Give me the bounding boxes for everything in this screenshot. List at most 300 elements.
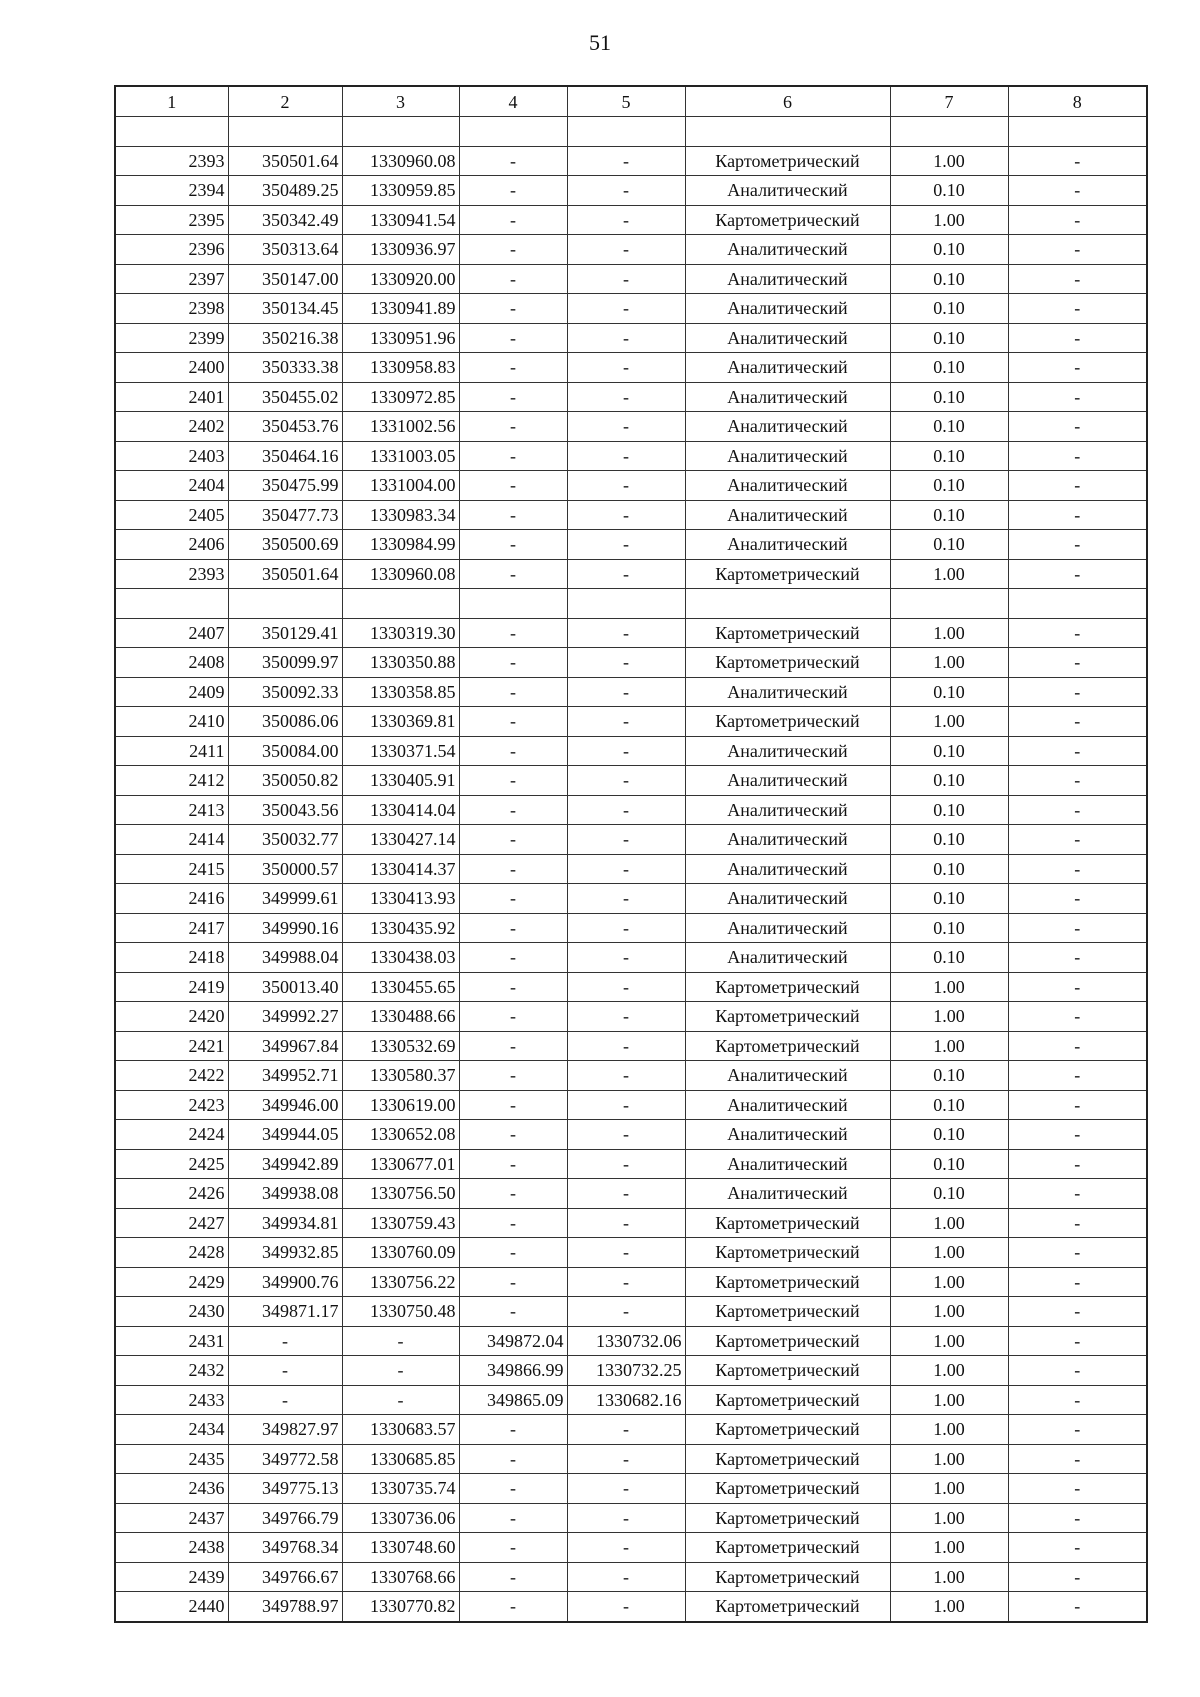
table-cell: Аналитический — [685, 294, 890, 324]
table-cell: Аналитический — [685, 353, 890, 383]
table-cell: 349900.76 — [228, 1267, 342, 1297]
table-row — [115, 264, 1147, 294]
table-cell: 1330951.96 — [342, 323, 459, 353]
table-cell: - — [1008, 146, 1147, 176]
table-cell — [567, 589, 685, 619]
table-cell: 0.10 — [890, 500, 1008, 530]
table-cell: - — [1008, 618, 1147, 648]
table-cell: Картометрический — [685, 707, 890, 737]
table-row — [115, 1326, 1147, 1356]
table-cell: - — [459, 294, 567, 324]
table-cell: 350501.64 — [228, 146, 342, 176]
table-cell: 2428 — [115, 1238, 228, 1268]
table-cell: 350032.77 — [228, 825, 342, 855]
table-cell: - — [459, 648, 567, 678]
header-cell: 4 — [459, 86, 567, 117]
table-cell: - — [459, 1120, 567, 1150]
table-cell: Картометрический — [685, 1562, 890, 1592]
table-cell: 349766.67 — [228, 1562, 342, 1592]
table-row — [115, 205, 1147, 235]
table-cell: 1330750.48 — [342, 1297, 459, 1327]
table-cell — [342, 117, 459, 147]
table-cell: 1330532.69 — [342, 1031, 459, 1061]
table-cell: Картометрический — [685, 1326, 890, 1356]
header-cell: 6 — [685, 86, 890, 117]
header-cell: 3 — [342, 86, 459, 117]
table-cell — [1008, 589, 1147, 619]
table-cell: - — [567, 264, 685, 294]
table-cell: 1330960.08 — [342, 559, 459, 589]
table-cell: Аналитический — [685, 264, 890, 294]
table-cell: - — [1008, 1356, 1147, 1386]
table-cell: - — [1008, 205, 1147, 235]
table-cell: 349946.00 — [228, 1090, 342, 1120]
table-cell: 2425 — [115, 1149, 228, 1179]
table-cell: - — [459, 235, 567, 265]
table-cell — [567, 117, 685, 147]
table-cell: Картометрический — [685, 1031, 890, 1061]
table-cell: - — [1008, 1267, 1147, 1297]
table-cell: 1.00 — [890, 1031, 1008, 1061]
table-cell: 2413 — [115, 795, 228, 825]
table-cell: 2395 — [115, 205, 228, 235]
table-cell: 350129.41 — [228, 618, 342, 648]
table-cell: 349766.79 — [228, 1503, 342, 1533]
table-cell: - — [567, 1031, 685, 1061]
table-cell: - — [567, 1503, 685, 1533]
table-row — [115, 707, 1147, 737]
table-cell: - — [567, 294, 685, 324]
table-cell: - — [1008, 1002, 1147, 1032]
table-cell: 1330960.08 — [342, 146, 459, 176]
table-cell: - — [1008, 530, 1147, 560]
table-cell: 2420 — [115, 1002, 228, 1032]
table-cell: Картометрический — [685, 1533, 890, 1563]
table-row — [115, 1533, 1147, 1563]
table-cell: 0.10 — [890, 795, 1008, 825]
table-cell: Картометрический — [685, 1385, 890, 1415]
table-cell: 2427 — [115, 1208, 228, 1238]
table-cell: - — [567, 618, 685, 648]
table-cell: 349871.17 — [228, 1297, 342, 1327]
table-cell: 1330756.22 — [342, 1267, 459, 1297]
table-row — [115, 943, 1147, 973]
table-cell: - — [567, 913, 685, 943]
table-cell: - — [1008, 294, 1147, 324]
table-cell: Аналитический — [685, 235, 890, 265]
table-cell: Аналитический — [685, 412, 890, 442]
table-cell: 1.00 — [890, 1326, 1008, 1356]
table-row — [115, 1444, 1147, 1474]
table-cell: Картометрический — [685, 559, 890, 589]
table-cell: 1330984.99 — [342, 530, 459, 560]
table-cell: - — [567, 1002, 685, 1032]
table-cell: - — [1008, 412, 1147, 442]
table-cell: 1330936.97 — [342, 235, 459, 265]
table-cell: 1330438.03 — [342, 943, 459, 973]
table-cell: Аналитический — [685, 1061, 890, 1091]
table-cell: 2429 — [115, 1267, 228, 1297]
table-row — [115, 1474, 1147, 1504]
table-cell: 1330358.85 — [342, 677, 459, 707]
table-cell: - — [459, 707, 567, 737]
header-cell: 2 — [228, 86, 342, 117]
table-cell: 2407 — [115, 618, 228, 648]
table-cell: 1330735.74 — [342, 1474, 459, 1504]
table-cell: 1.00 — [890, 1002, 1008, 1032]
table-cell: - — [459, 412, 567, 442]
table-cell: 350477.73 — [228, 500, 342, 530]
table-cell: - — [1008, 1120, 1147, 1150]
table-cell: - — [1008, 1533, 1147, 1563]
table-cell: 350092.33 — [228, 677, 342, 707]
table-cell: 1330685.85 — [342, 1444, 459, 1474]
table-cell: 2414 — [115, 825, 228, 855]
table-cell: - — [567, 1179, 685, 1209]
table-row — [115, 1592, 1147, 1622]
table-cell: Картометрический — [685, 972, 890, 1002]
table-cell: Аналитический — [685, 500, 890, 530]
table-cell: - — [459, 559, 567, 589]
table-cell: 2393 — [115, 146, 228, 176]
table-cell: - — [567, 795, 685, 825]
table-cell: 0.10 — [890, 1061, 1008, 1091]
table-cell: Аналитический — [685, 1090, 890, 1120]
table-cell: 0.10 — [890, 353, 1008, 383]
table-cell: 1330427.14 — [342, 825, 459, 855]
table-cell: 349775.13 — [228, 1474, 342, 1504]
table-cell: 349944.05 — [228, 1120, 342, 1150]
table-cell: 1330920.00 — [342, 264, 459, 294]
page-number: 51 — [589, 30, 611, 55]
table-cell: 2398 — [115, 294, 228, 324]
table-row — [115, 1297, 1147, 1327]
table-cell: 350313.64 — [228, 235, 342, 265]
table-cell: - — [459, 618, 567, 648]
table-cell: - — [1008, 1562, 1147, 1592]
table-cell: 0.10 — [890, 294, 1008, 324]
table-cell: 1330759.43 — [342, 1208, 459, 1238]
table-cell: - — [459, 1090, 567, 1120]
table-cell: 349990.16 — [228, 913, 342, 943]
table-cell — [115, 589, 228, 619]
table-cell: 349768.34 — [228, 1533, 342, 1563]
table-cell: Картометрический — [685, 1238, 890, 1268]
table-cell: Картометрический — [685, 1592, 890, 1622]
table-row — [115, 412, 1147, 442]
table-cell: Картометрический — [685, 146, 890, 176]
table-cell: 1330959.85 — [342, 176, 459, 206]
table-cell: 349865.09 — [459, 1385, 567, 1415]
table-cell: 2417 — [115, 913, 228, 943]
table-cell — [890, 117, 1008, 147]
table-cell: 350099.97 — [228, 648, 342, 678]
table-cell: 2399 — [115, 323, 228, 353]
table-cell: 1330652.08 — [342, 1120, 459, 1150]
table-cell: - — [1008, 1326, 1147, 1356]
table-cell: - — [1008, 766, 1147, 796]
table-cell: 1330770.82 — [342, 1592, 459, 1622]
table-cell: Аналитический — [685, 943, 890, 973]
table-cell: 350147.00 — [228, 264, 342, 294]
table-row — [115, 1385, 1147, 1415]
table-cell: 349988.04 — [228, 943, 342, 973]
table-cell: - — [567, 146, 685, 176]
table-cell: 350086.06 — [228, 707, 342, 737]
table-cell: 1330350.88 — [342, 648, 459, 678]
table-cell: 350500.69 — [228, 530, 342, 560]
table-cell — [1008, 117, 1147, 147]
header-cell: 5 — [567, 86, 685, 117]
table-cell: 1330435.92 — [342, 913, 459, 943]
table-cell: Аналитический — [685, 1149, 890, 1179]
table-cell: - — [567, 1444, 685, 1474]
table-cell: 349866.99 — [459, 1356, 567, 1386]
table-cell: 1330736.06 — [342, 1503, 459, 1533]
table-cell: - — [567, 1120, 685, 1150]
table-cell: - — [228, 1356, 342, 1386]
table-row — [115, 736, 1147, 766]
table-cell: 2403 — [115, 441, 228, 471]
table-cell: 350333.38 — [228, 353, 342, 383]
table-cell — [890, 589, 1008, 619]
table-cell: 350000.57 — [228, 854, 342, 884]
table-cell: - — [567, 1149, 685, 1179]
table-cell: 1330768.66 — [342, 1562, 459, 1592]
table-cell: 1.00 — [890, 1208, 1008, 1238]
table-cell: - — [567, 1061, 685, 1091]
table-cell: 1330414.04 — [342, 795, 459, 825]
table-cell: 1330619.00 — [342, 1090, 459, 1120]
table-cell: 2432 — [115, 1356, 228, 1386]
table-cell: 0.10 — [890, 766, 1008, 796]
table-cell: Аналитический — [685, 854, 890, 884]
table-cell: 0.10 — [890, 323, 1008, 353]
table-cell: 0.10 — [890, 1149, 1008, 1179]
table-cell: 2400 — [115, 353, 228, 383]
table-cell: - — [1008, 795, 1147, 825]
table-cell: - — [567, 1474, 685, 1504]
table-cell: - — [1008, 913, 1147, 943]
table-cell: 350134.45 — [228, 294, 342, 324]
table-cell: - — [459, 1444, 567, 1474]
table-cell: 1.00 — [890, 1503, 1008, 1533]
table-cell: 2397 — [115, 264, 228, 294]
table-cell: 1330455.65 — [342, 972, 459, 1002]
table-cell: - — [1008, 1592, 1147, 1622]
table-cell: 0.10 — [890, 854, 1008, 884]
table-cell: Аналитический — [685, 677, 890, 707]
table-cell: 1.00 — [890, 1415, 1008, 1445]
table-cell: - — [567, 1533, 685, 1563]
table-cell: - — [567, 235, 685, 265]
table-cell: - — [567, 648, 685, 678]
table-cell: 2423 — [115, 1090, 228, 1120]
table-row — [115, 913, 1147, 943]
table-cell: - — [1008, 1444, 1147, 1474]
table-row — [115, 825, 1147, 855]
table-cell: - — [459, 884, 567, 914]
table-cell: - — [1008, 323, 1147, 353]
table-cell — [115, 117, 228, 147]
table-cell: 1330319.30 — [342, 618, 459, 648]
table-cell: Аналитический — [685, 766, 890, 796]
table-row — [115, 1179, 1147, 1209]
table-cell: - — [1008, 1090, 1147, 1120]
table-cell: 349788.97 — [228, 1592, 342, 1622]
table-cell: - — [459, 1533, 567, 1563]
table-cell: 1.00 — [890, 559, 1008, 589]
table-cell: - — [459, 382, 567, 412]
table-cell: - — [1008, 943, 1147, 973]
table-cell: - — [567, 382, 685, 412]
table-row — [115, 146, 1147, 176]
table-cell: 1330682.16 — [567, 1385, 685, 1415]
table-cell: 2437 — [115, 1503, 228, 1533]
table-cell: 2416 — [115, 884, 228, 914]
table-cell: 1.00 — [890, 205, 1008, 235]
table-cell: 1330748.60 — [342, 1533, 459, 1563]
table-cell: 1.00 — [890, 1356, 1008, 1386]
table-cell: - — [1008, 1385, 1147, 1415]
table-cell: 1330941.54 — [342, 205, 459, 235]
table-cell: 0.10 — [890, 1179, 1008, 1209]
table-row — [115, 382, 1147, 412]
table-cell: 350013.40 — [228, 972, 342, 1002]
table-row — [115, 795, 1147, 825]
table-cell: 0.10 — [890, 825, 1008, 855]
table-cell: - — [459, 1031, 567, 1061]
table-cell: - — [459, 1208, 567, 1238]
table-cell: 1330958.83 — [342, 353, 459, 383]
table-cell: - — [459, 854, 567, 884]
table-cell: - — [1008, 1061, 1147, 1091]
table-cell: 2410 — [115, 707, 228, 737]
table-cell: 349938.08 — [228, 1179, 342, 1209]
table-cell: - — [567, 972, 685, 1002]
table-row — [115, 353, 1147, 383]
table-row — [115, 1267, 1147, 1297]
table-cell: 2409 — [115, 677, 228, 707]
table-row — [115, 323, 1147, 353]
table-cell: - — [459, 205, 567, 235]
table-cell: - — [567, 707, 685, 737]
table-cell: Картометрический — [685, 1297, 890, 1327]
table-cell — [228, 117, 342, 147]
table-cell: - — [1008, 854, 1147, 884]
table-cell: Картометрический — [685, 1002, 890, 1032]
table-cell: - — [567, 854, 685, 884]
table-cell: - — [459, 146, 567, 176]
table-cell: 1.00 — [890, 1267, 1008, 1297]
table-cell: Картометрический — [685, 205, 890, 235]
table-row — [115, 1031, 1147, 1061]
table-cell: 0.10 — [890, 382, 1008, 412]
table-cell: 1330732.06 — [567, 1326, 685, 1356]
table-cell: 2436 — [115, 1474, 228, 1504]
coordinates-table — [114, 85, 1148, 1623]
header-cell: 8 — [1008, 86, 1147, 117]
table-cell: - — [1008, 559, 1147, 589]
table-cell: 2440 — [115, 1592, 228, 1622]
table-row — [115, 677, 1147, 707]
table-cell: - — [459, 1149, 567, 1179]
table-cell: - — [567, 176, 685, 206]
table-row — [115, 1061, 1147, 1091]
table-cell: - — [459, 441, 567, 471]
table-cell: - — [567, 1267, 685, 1297]
table-cell: 0.10 — [890, 530, 1008, 560]
table-cell: - — [1008, 707, 1147, 737]
table-cell: 2426 — [115, 1179, 228, 1209]
table-cell: 1330488.66 — [342, 1002, 459, 1032]
table-row — [115, 1356, 1147, 1386]
table-row — [115, 471, 1147, 501]
table-cell: - — [228, 1326, 342, 1356]
table-body — [115, 86, 1147, 1622]
table-cell: 2424 — [115, 1120, 228, 1150]
table-row — [115, 176, 1147, 206]
table-cell: - — [459, 1002, 567, 1032]
table-cell: 0.10 — [890, 412, 1008, 442]
table-cell: 350050.82 — [228, 766, 342, 796]
table-cell: - — [567, 1415, 685, 1445]
table-cell: 349934.81 — [228, 1208, 342, 1238]
table-cell: 349772.58 — [228, 1444, 342, 1474]
table-cell: - — [459, 530, 567, 560]
table-cell: 1.00 — [890, 1297, 1008, 1327]
table-cell: - — [1008, 1031, 1147, 1061]
table-cell: 1330756.50 — [342, 1179, 459, 1209]
table-cell: - — [567, 884, 685, 914]
table-cell: Картометрический — [685, 648, 890, 678]
table-cell: - — [1008, 1208, 1147, 1238]
table-cell: Аналитический — [685, 1179, 890, 1209]
table-cell: - — [1008, 176, 1147, 206]
table-cell: 350475.99 — [228, 471, 342, 501]
table-cell: - — [459, 943, 567, 973]
table-cell: Аналитический — [685, 1120, 890, 1150]
table-cell: 2401 — [115, 382, 228, 412]
table-cell: 2415 — [115, 854, 228, 884]
table-cell: 0.10 — [890, 884, 1008, 914]
table-cell: - — [567, 677, 685, 707]
table-cell: - — [1008, 441, 1147, 471]
table-cell: 1330369.81 — [342, 707, 459, 737]
table-cell: Аналитический — [685, 176, 890, 206]
header-cell: 1 — [115, 86, 228, 117]
table-cell: - — [342, 1385, 459, 1415]
table-row — [115, 854, 1147, 884]
table-cell: Картометрический — [685, 1356, 890, 1386]
table-cell: Аналитический — [685, 441, 890, 471]
table-cell: 1330371.54 — [342, 736, 459, 766]
table-cell: 2393 — [115, 559, 228, 589]
table-cell: - — [1008, 471, 1147, 501]
table-cell: 350084.00 — [228, 736, 342, 766]
table-cell: 350342.49 — [228, 205, 342, 235]
table-cell: - — [459, 1267, 567, 1297]
table-cell: 1.00 — [890, 1385, 1008, 1415]
table-cell: 350216.38 — [228, 323, 342, 353]
table-cell: Аналитический — [685, 382, 890, 412]
table-cell: - — [567, 1090, 685, 1120]
table-cell: Аналитический — [685, 736, 890, 766]
table-cell: - — [567, 559, 685, 589]
table-cell: 0.10 — [890, 677, 1008, 707]
table-cell: 350464.16 — [228, 441, 342, 471]
table-cell: - — [567, 1562, 685, 1592]
